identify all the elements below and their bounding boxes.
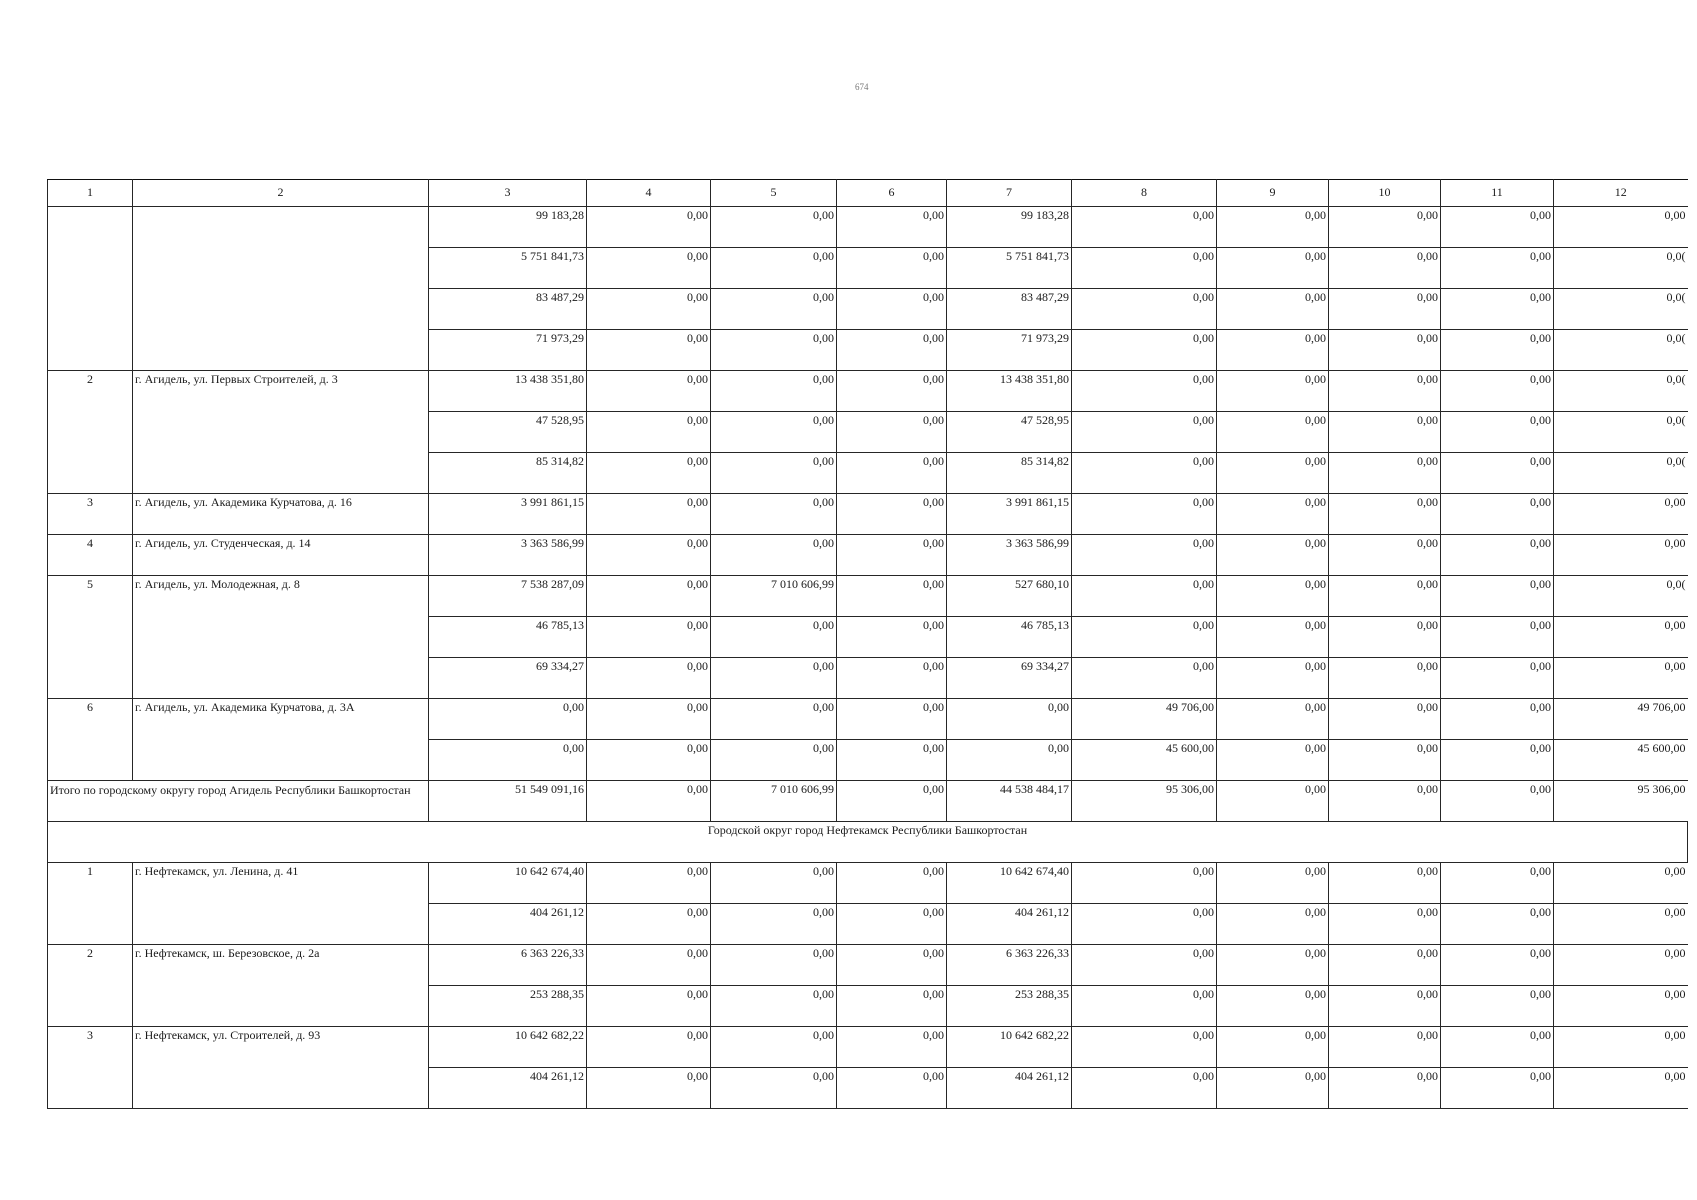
value-cell: 0,0( (1554, 330, 1688, 371)
value-cell: 0,00 (1554, 904, 1688, 945)
value-cell: 3 991 861,15 (947, 494, 1072, 535)
value-cell: 0,00 (1072, 658, 1217, 699)
value-cell: 404 261,12 (429, 904, 587, 945)
value-cell: 0,00 (1329, 330, 1441, 371)
value-cell: 0,00 (1554, 617, 1688, 658)
value-cell: 46 785,13 (429, 617, 587, 658)
value-cell: 0,00 (711, 863, 837, 904)
value-cell: 0,00 (837, 371, 947, 412)
value-cell: 0,0( (1554, 289, 1688, 330)
value-cell: 47 528,95 (429, 412, 587, 453)
value-cell: 10 642 674,40 (429, 863, 587, 904)
value-cell: 47 528,95 (947, 412, 1072, 453)
value-cell: 49 706,00 (1072, 699, 1217, 740)
value-cell: 7 010 606,99 (711, 576, 837, 617)
value-cell: 0,00 (1329, 986, 1441, 1027)
value-cell: 0,00 (1072, 1068, 1217, 1109)
value-cell: 0,00 (837, 1027, 947, 1068)
value-cell: 0,00 (1441, 1027, 1554, 1068)
value-cell: 0,00 (587, 494, 711, 535)
value-cell: 0,00 (711, 330, 837, 371)
value-cell: 0,00 (1217, 945, 1329, 986)
value-cell: 0,00 (587, 289, 711, 330)
value-cell: 0,00 (711, 453, 837, 494)
table-row (48, 945, 1688, 986)
address-cell: г. Нефтекамск, ш. Березовское, д. 2а (133, 945, 429, 1027)
value-cell: 0,00 (1072, 371, 1217, 412)
value-cell: 0,00 (1554, 863, 1688, 904)
value-cell: 0,00 (711, 494, 837, 535)
table-body (48, 207, 1688, 1109)
address-cell (133, 207, 429, 371)
value-cell: 0,00 (1441, 576, 1554, 617)
address-cell: г. Агидель, ул. Первых Строителей, д. 3 (133, 371, 429, 494)
address-cell: г. Агидель, ул. Академика Курчатова, д. 3А (133, 699, 429, 781)
value-cell: 0,00 (1217, 740, 1329, 781)
section-title: Городской округ город Нефтекамск Республики Башкортостан (48, 822, 1688, 863)
value-cell: 0,00 (1072, 617, 1217, 658)
total-value-cell: 0,00 (1217, 781, 1329, 822)
total-value-cell: 44 538 484,17 (947, 781, 1072, 822)
row-number-cell (48, 207, 133, 371)
value-cell: 0,00 (1329, 1068, 1441, 1109)
value-cell: 0,00 (1217, 699, 1329, 740)
value-cell: 0,00 (711, 945, 837, 986)
value-cell: 0,0( (1554, 412, 1688, 453)
value-cell: 0,00 (711, 289, 837, 330)
value-cell: 0,00 (1329, 207, 1441, 248)
value-cell: 0,00 (587, 453, 711, 494)
value-cell: 0,00 (1217, 412, 1329, 453)
value-cell: 0,00 (837, 617, 947, 658)
value-cell: 0,00 (1554, 1027, 1688, 1068)
value-cell: 0,00 (1441, 330, 1554, 371)
value-cell: 0,00 (837, 945, 947, 986)
value-cell: 253 288,35 (429, 986, 587, 1027)
value-cell: 0,00 (1217, 986, 1329, 1027)
value-cell: 0,00 (1329, 658, 1441, 699)
value-cell: 0,00 (1217, 248, 1329, 289)
value-cell: 0,00 (711, 617, 837, 658)
table-row (48, 494, 1688, 535)
value-cell: 0,00 (711, 371, 837, 412)
address-cell: г. Агидель, ул. Студенческая, д. 14 (133, 535, 429, 576)
row-number-cell: 4 (48, 535, 133, 576)
row-number-cell: 5 (48, 576, 133, 699)
value-cell: 0,00 (711, 699, 837, 740)
value-cell: 0,00 (1554, 535, 1688, 576)
value-cell: 0,00 (1329, 863, 1441, 904)
value-cell: 0,00 (837, 986, 947, 1027)
value-cell: 0,00 (711, 904, 837, 945)
value-cell: 5 751 841,73 (429, 248, 587, 289)
value-cell: 0,00 (587, 576, 711, 617)
total-value-cell: 0,00 (837, 781, 947, 822)
value-cell: 0,00 (1329, 289, 1441, 330)
value-cell: 0,00 (1554, 986, 1688, 1027)
value-cell: 0,00 (1441, 248, 1554, 289)
value-cell: 0,0( (1554, 248, 1688, 289)
value-cell: 69 334,27 (947, 658, 1072, 699)
value-cell: 0,00 (837, 330, 947, 371)
value-cell: 0,00 (1329, 535, 1441, 576)
value-cell: 527 680,10 (947, 576, 1072, 617)
column-header: 2 (133, 180, 429, 207)
column-header: 3 (429, 180, 587, 207)
value-cell: 0,00 (711, 412, 837, 453)
value-cell: 0,00 (1217, 658, 1329, 699)
row-number-cell: 3 (48, 1027, 133, 1109)
row-number-cell: 2 (48, 945, 133, 1027)
total-label: Итого по городскому округу город Агидель Республики Башкортостан (48, 781, 429, 822)
value-cell: 0,00 (587, 904, 711, 945)
value-cell: 49 706,00 (1554, 699, 1688, 740)
value-cell: 0,00 (1072, 535, 1217, 576)
value-cell: 0,00 (587, 1027, 711, 1068)
value-cell: 0,00 (1441, 986, 1554, 1027)
value-cell: 0,00 (587, 330, 711, 371)
value-cell: 7 538 287,09 (429, 576, 587, 617)
table-row (48, 535, 1688, 576)
value-cell: 0,00 (1441, 699, 1554, 740)
value-cell: 0,00 (1329, 1027, 1441, 1068)
value-cell: 0,00 (947, 740, 1072, 781)
value-cell: 0,00 (587, 986, 711, 1027)
value-cell: 0,00 (1441, 658, 1554, 699)
value-cell: 0,00 (837, 412, 947, 453)
value-cell: 0,00 (1072, 986, 1217, 1027)
value-cell: 0,00 (1329, 945, 1441, 986)
value-cell: 404 261,12 (947, 1068, 1072, 1109)
value-cell: 0,00 (1217, 1068, 1329, 1109)
value-cell: 0,00 (711, 535, 837, 576)
value-cell: 71 973,29 (947, 330, 1072, 371)
value-cell: 99 183,28 (947, 207, 1072, 248)
column-header: 8 (1072, 180, 1217, 207)
value-cell: 3 363 586,99 (947, 535, 1072, 576)
value-cell: 0,00 (1072, 494, 1217, 535)
value-cell: 0,00 (1072, 330, 1217, 371)
value-cell: 45 600,00 (1072, 740, 1217, 781)
column-header: 11 (1441, 180, 1554, 207)
section-header-row (48, 822, 1688, 863)
value-cell: 0,00 (1217, 453, 1329, 494)
value-cell: 0,00 (837, 207, 947, 248)
row-number-cell: 3 (48, 494, 133, 535)
value-cell: 0,00 (1441, 289, 1554, 330)
value-cell: 0,00 (711, 1027, 837, 1068)
table-row (48, 371, 1688, 412)
value-cell: 0,00 (1329, 904, 1441, 945)
value-cell: 0,00 (1329, 617, 1441, 658)
value-cell: 0,00 (587, 863, 711, 904)
value-cell: 0,00 (587, 207, 711, 248)
value-cell: 0,00 (1217, 535, 1329, 576)
value-cell: 0,00 (1072, 576, 1217, 617)
total-row (48, 781, 1688, 822)
address-cell: г. Нефтекамск, ул. Ленина, д. 41 (133, 863, 429, 945)
value-cell: 10 642 674,40 (947, 863, 1072, 904)
value-cell: 0,00 (1217, 863, 1329, 904)
value-cell: 69 334,27 (429, 658, 587, 699)
value-cell: 0,00 (1554, 207, 1688, 248)
value-cell: 3 363 586,99 (429, 535, 587, 576)
value-cell: 0,00 (1217, 207, 1329, 248)
value-cell: 0,00 (837, 576, 947, 617)
column-header: 6 (837, 180, 947, 207)
table-row (48, 863, 1688, 904)
value-cell: 0,00 (837, 740, 947, 781)
value-cell: 6 363 226,33 (947, 945, 1072, 986)
value-cell: 404 261,12 (429, 1068, 587, 1109)
column-header: 7 (947, 180, 1072, 207)
value-cell: 0,00 (587, 945, 711, 986)
value-cell: 0,00 (1329, 412, 1441, 453)
value-cell: 0,00 (1072, 207, 1217, 248)
total-value-cell: 95 306,00 (1072, 781, 1217, 822)
value-cell: 0,00 (587, 617, 711, 658)
total-value-cell: 0,00 (587, 781, 711, 822)
value-cell: 0,00 (1329, 576, 1441, 617)
value-cell: 0,00 (587, 1068, 711, 1109)
value-cell: 0,0( (1554, 371, 1688, 412)
value-cell: 0,00 (837, 699, 947, 740)
value-cell: 85 314,82 (429, 453, 587, 494)
value-cell: 0,00 (711, 248, 837, 289)
value-cell: 0,00 (1217, 494, 1329, 535)
table-row (48, 699, 1688, 740)
table-row (48, 207, 1688, 248)
value-cell: 0,00 (1217, 576, 1329, 617)
value-cell: 0,00 (1441, 617, 1554, 658)
column-header: 10 (1329, 180, 1441, 207)
column-number-row (48, 180, 1688, 207)
value-cell: 0,00 (587, 248, 711, 289)
value-cell: 0,00 (837, 658, 947, 699)
value-cell: 0,00 (1441, 740, 1554, 781)
value-cell: 3 991 861,15 (429, 494, 587, 535)
value-cell: 0,00 (1072, 289, 1217, 330)
value-cell: 0,00 (1217, 371, 1329, 412)
value-cell: 0,00 (1441, 371, 1554, 412)
total-value-cell: 95 306,00 (1554, 781, 1688, 822)
value-cell: 0,00 (587, 412, 711, 453)
column-header: 9 (1217, 180, 1329, 207)
value-cell: 71 973,29 (429, 330, 587, 371)
value-cell: 0,00 (1217, 330, 1329, 371)
value-cell: 0,00 (837, 289, 947, 330)
value-cell: 0,00 (1554, 494, 1688, 535)
row-number-cell: 1 (48, 863, 133, 945)
value-cell: 83 487,29 (429, 289, 587, 330)
column-header: 4 (587, 180, 711, 207)
value-cell: 0,00 (837, 1068, 947, 1109)
value-cell: 0,00 (429, 740, 587, 781)
value-cell: 0,00 (1329, 494, 1441, 535)
value-cell: 0,00 (1072, 863, 1217, 904)
value-cell: 0,00 (1217, 289, 1329, 330)
value-cell: 10 642 682,22 (947, 1027, 1072, 1068)
row-number-cell: 6 (48, 699, 133, 781)
row-number-cell: 2 (48, 371, 133, 494)
total-value-cell: 51 549 091,16 (429, 781, 587, 822)
value-cell: 0,00 (1217, 1027, 1329, 1068)
total-value-cell: 0,00 (1329, 781, 1441, 822)
value-cell: 0,00 (1441, 535, 1554, 576)
value-cell: 0,00 (1329, 453, 1441, 494)
value-cell: 404 261,12 (947, 904, 1072, 945)
column-header: 5 (711, 180, 837, 207)
total-value-cell: 0,00 (1441, 781, 1554, 822)
value-cell: 0,00 (947, 699, 1072, 740)
total-value-cell: 7 010 606,99 (711, 781, 837, 822)
value-cell: 0,00 (711, 986, 837, 1027)
value-cell: 0,00 (1329, 371, 1441, 412)
value-cell: 0,00 (711, 740, 837, 781)
value-cell: 0,00 (1441, 453, 1554, 494)
value-cell: 0,00 (1329, 248, 1441, 289)
value-cell: 0,00 (837, 248, 947, 289)
value-cell: 0,00 (711, 658, 837, 699)
value-cell: 0,00 (837, 453, 947, 494)
value-cell: 0,00 (837, 904, 947, 945)
value-cell: 0,00 (1554, 945, 1688, 986)
value-cell: 0,00 (1554, 658, 1688, 699)
value-cell: 253 288,35 (947, 986, 1072, 1027)
value-cell: 0,00 (1072, 412, 1217, 453)
value-cell: 83 487,29 (947, 289, 1072, 330)
value-cell: 0,00 (1441, 863, 1554, 904)
value-cell: 0,00 (587, 371, 711, 412)
page-number: 674 (855, 82, 869, 92)
value-cell: 0,00 (837, 863, 947, 904)
value-cell: 0,00 (1441, 945, 1554, 986)
value-cell: 10 642 682,22 (429, 1027, 587, 1068)
value-cell: 0,00 (1217, 904, 1329, 945)
column-header: 12 (1554, 180, 1688, 207)
value-cell: 0,00 (711, 207, 837, 248)
value-cell: 0,00 (1072, 248, 1217, 289)
budget-table (47, 179, 1688, 1109)
value-cell: 0,00 (711, 1068, 837, 1109)
value-cell: 13 438 351,80 (429, 371, 587, 412)
value-cell: 99 183,28 (429, 207, 587, 248)
value-cell: 0,00 (587, 535, 711, 576)
address-cell: г. Нефтекамск, ул. Строителей, д. 93 (133, 1027, 429, 1109)
value-cell: 0,00 (1072, 453, 1217, 494)
table-row (48, 576, 1688, 617)
value-cell: 0,00 (1441, 412, 1554, 453)
value-cell: 0,00 (1554, 1068, 1688, 1109)
value-cell: 0,00 (1072, 1027, 1217, 1068)
value-cell: 0,00 (837, 494, 947, 535)
value-cell: 0,00 (587, 699, 711, 740)
value-cell: 5 751 841,73 (947, 248, 1072, 289)
value-cell: 0,00 (429, 699, 587, 740)
table-row (48, 1027, 1688, 1068)
value-cell: 0,00 (1217, 617, 1329, 658)
value-cell: 0,00 (837, 535, 947, 576)
value-cell: 0,00 (1329, 699, 1441, 740)
value-cell: 0,00 (1441, 207, 1554, 248)
address-cell: г. Агидель, ул. Молодежная, д. 8 (133, 576, 429, 699)
value-cell: 45 600,00 (1554, 740, 1688, 781)
value-cell: 0,00 (1072, 904, 1217, 945)
value-cell: 0,00 (1441, 1068, 1554, 1109)
value-cell: 46 785,13 (947, 617, 1072, 658)
column-header: 1 (48, 180, 133, 207)
value-cell: 0,0( (1554, 576, 1688, 617)
value-cell: 0,00 (587, 740, 711, 781)
value-cell: 0,00 (1441, 494, 1554, 535)
value-cell: 13 438 351,80 (947, 371, 1072, 412)
value-cell: 0,00 (1329, 740, 1441, 781)
value-cell: 0,00 (1072, 945, 1217, 986)
value-cell: 0,00 (1441, 904, 1554, 945)
value-cell: 0,00 (587, 658, 711, 699)
value-cell: 85 314,82 (947, 453, 1072, 494)
address-cell: г. Агидель, ул. Академика Курчатова, д. 16 (133, 494, 429, 535)
value-cell: 0,0( (1554, 453, 1688, 494)
value-cell: 6 363 226,33 (429, 945, 587, 986)
